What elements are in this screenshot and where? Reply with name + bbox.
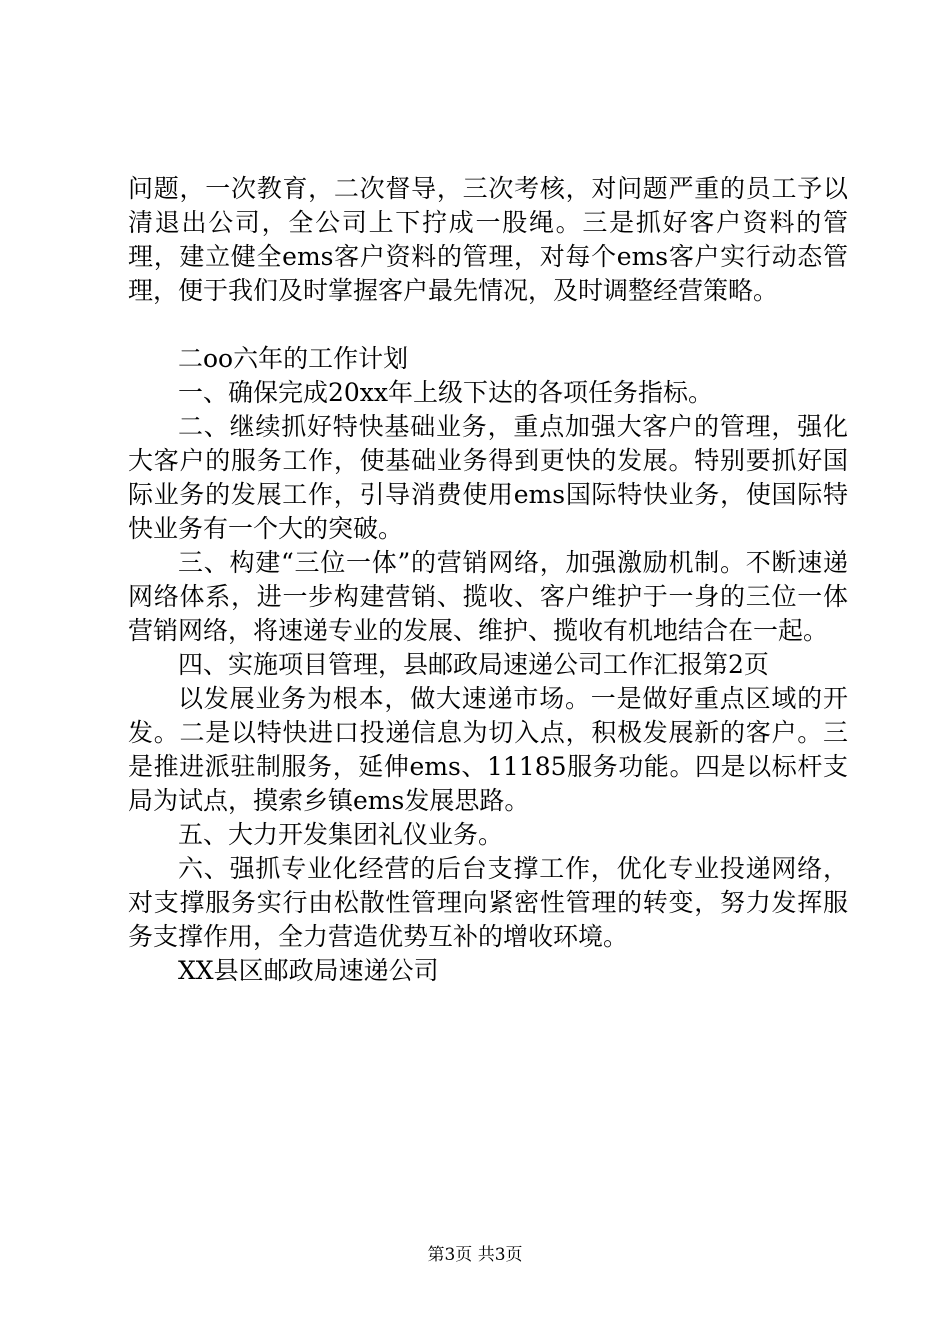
plan-item-5: 五、大力开发集团礼仪业务。 [178,820,504,849]
plan-heading: 二oo六年的工作计划 [178,344,409,373]
plan-item-4: 四、实施项目管理，县邮政局速递公司工作汇报第2页 [178,650,769,679]
plan-item-4-detail: 以发展业务为根本，做大速递市场。一是做好重点区域的开发。二是以特快进口投递信息为切入点，积极发展新的客户。三是推进派驻制服务，延伸ems、11185服务功能。四是以标杆支局为试点，摸索乡镇ems发展思路。 [128,684,848,815]
signature-organization: XX县区邮政局速递公司 [178,956,439,985]
plan-item-6: 六、强抓专业化经营的后台支撑工作，优化专业投递网络，对支撑服务实行由松散性管理向紧密性管理的转变，努力发挥服务支撑作用，全力营造优势互补的增收环境。 [128,854,848,951]
plan-item-2: 二、继续抓好特快基础业务，重点加强大客户的管理，强化大客户的服务工作，使基础业务得到更快的发展。特别要抓好国际业务的发展工作，引导消费使用ems国际特快业务，使国际特快业务有一个大的突破。 [128,412,848,543]
plan-item-1: 一、确保完成20xx年上级下达的各项任务指标。 [178,378,714,407]
document-body [128,172,848,988]
page-indicator: 第3页 共3页 [427,1245,523,1265]
page-footer [0,1244,950,1266]
plan-item-3: 三、构建“三位一体”的营销网络，加强激励机制。不断速递网络体系，进一步构建营销、揽收、客户维护于一身的三位一体营销网络，将速递专业的发展、维护、揽收有机地结合在一起。 [128,548,848,645]
paragraph-continuation: 问题，一次教育，二次督导，三次考核，对问题严重的员工予以清退出公司，全公司上下拧成一股绳。三是抓好客户资料的管理，建立健全ems客户资料的管理，对每个ems客户实行动态管理，便于我们及时掌握客户最先情况，及时调整经营策略。 [128,174,848,305]
